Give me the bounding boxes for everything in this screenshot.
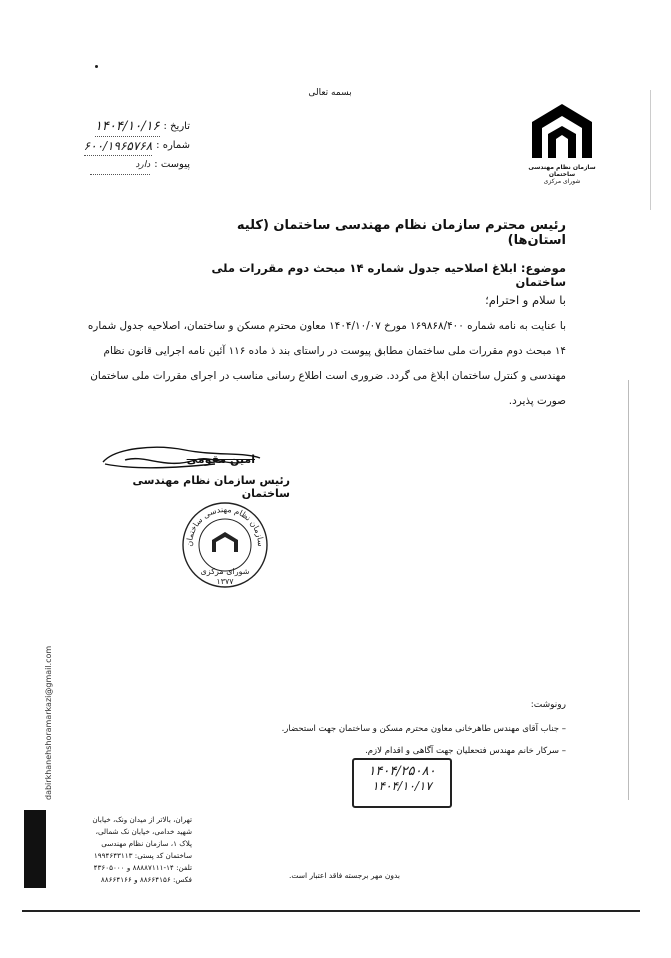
footer-note: بدون مهر برجسته فاقد اعتبار است. (288, 871, 400, 880)
cc-item: – جناب آقای مهندس طاهرخانی معاون محترم مسکن و ساختمان جهت استحضار. (281, 724, 566, 734)
body-line: با عنایت به نامه شماره ۱۶۹۸۶۸/۴۰۰ مورخ ۱۴۰۴/۱۰/۰۷ معاون محترم مسکن و ساختمان، اصلاحیه جدول شماره (87, 320, 566, 332)
date-value: ۱۴۰۴/۱۰/۱۶ (95, 118, 160, 137)
recipient: رئیس محترم سازمان نظام مهندسی ساختمان (کلیه استان‌ها) (236, 218, 566, 248)
receipt-stamp (352, 758, 452, 808)
side-email: dabirkhanehshoramarkazi@gmail.com (44, 645, 53, 800)
address-line: تلفن: ۱۴-۸۸۸۸۷۱۱۱ و ۴۳۶۰۵۰۰۰ (93, 863, 192, 872)
date-label: تاریخ : (163, 121, 190, 132)
bismillah: بسمه تعالی (308, 88, 352, 98)
address-line: فکس: ۸۸۶۶۴۱۵۶ و ۸۸۶۶۴۱۶۶ (100, 875, 192, 884)
logo-emblem-icon (520, 100, 604, 160)
attachment-label: پیوست : (154, 159, 190, 170)
letter-body (87, 314, 566, 414)
address-line: شهید خدامی، خیابان نک شمالی، (95, 827, 192, 836)
official-seal (180, 500, 270, 590)
address-line: پلاک ۱، سازمان نظام مهندسی (101, 839, 192, 848)
body-line: ۱۴ مبحث دوم مقررات ملی ساختمان مطابق پیوست در راستای بند ذ ماده ۱۱۶ آئین نامه اجرایی قانون نظام (103, 345, 566, 357)
scan-edge-line-2 (650, 90, 651, 210)
attachment-value: دارد (90, 156, 150, 175)
number-value: ۶۰۰/۱۹۶۵۷۶۸ (84, 137, 153, 156)
signer-name: امین مقومی (186, 453, 255, 466)
cc-heading: رونوشت: (530, 700, 566, 710)
number-label: شماره : (156, 140, 190, 151)
footer-barcode-block (24, 810, 46, 888)
body-line: مهندسی و کنترل ساختمان ابلاغ می گردد. ضروری است اطلاع رسانی مناسب در اجرای مقررات ملی ساختمان (90, 370, 566, 382)
footer-divider (22, 910, 640, 912)
signer-title: رئیس سازمان نظام مهندسی ساختمان (132, 474, 290, 500)
address-line: تهران، بالاتر از میدان ونک، خیابان (92, 815, 192, 824)
receipt-stamp-date: ۱۴۰۴/۱۰/۱۷ (372, 779, 432, 793)
number-row (40, 137, 190, 156)
scan-edge-line (628, 380, 629, 800)
subject: موضوع: ابلاغ اصلاحیه جدول شماره ۱۴ مبحث دوم مقررات ملی ساختمان (211, 261, 566, 289)
official-seal-icon (180, 500, 270, 590)
seal-year: ۱۳۷۷ (216, 577, 234, 586)
cc-list (230, 718, 566, 762)
cc-item: – سرکار خانم مهندس فتحعلیان جهت آگاهی و اقدام لازم. (365, 746, 566, 756)
receipt-stamp-number: ۱۴۰۴/۲۵۰۸۰ (368, 764, 436, 779)
date-row (40, 118, 190, 137)
body-line: صورت پذیرد. (508, 395, 566, 407)
attachment-row (40, 156, 190, 175)
logo-caption-line2: شورای مرکزی (543, 178, 581, 185)
address-line: ساختمان کد پستی: ۱۹۹۴۶۴۳۱۱۳ (93, 851, 192, 860)
organization-logo (520, 100, 604, 188)
seal-ring-bottom: شورای مرکزی (200, 567, 250, 576)
scan-speck (95, 65, 98, 68)
footer-address (60, 814, 192, 886)
meta-fields (40, 118, 190, 175)
seal-ring-top: سازمان نظام مهندسی ساختمان (184, 504, 266, 547)
logo-caption-line1: سازمان نظام مهندسی ساختمان (528, 164, 596, 178)
svg-text:سازمان نظام مهندسی ساختمان (185, 505, 265, 547)
greeting: با سلام و احترام؛ (485, 293, 566, 307)
